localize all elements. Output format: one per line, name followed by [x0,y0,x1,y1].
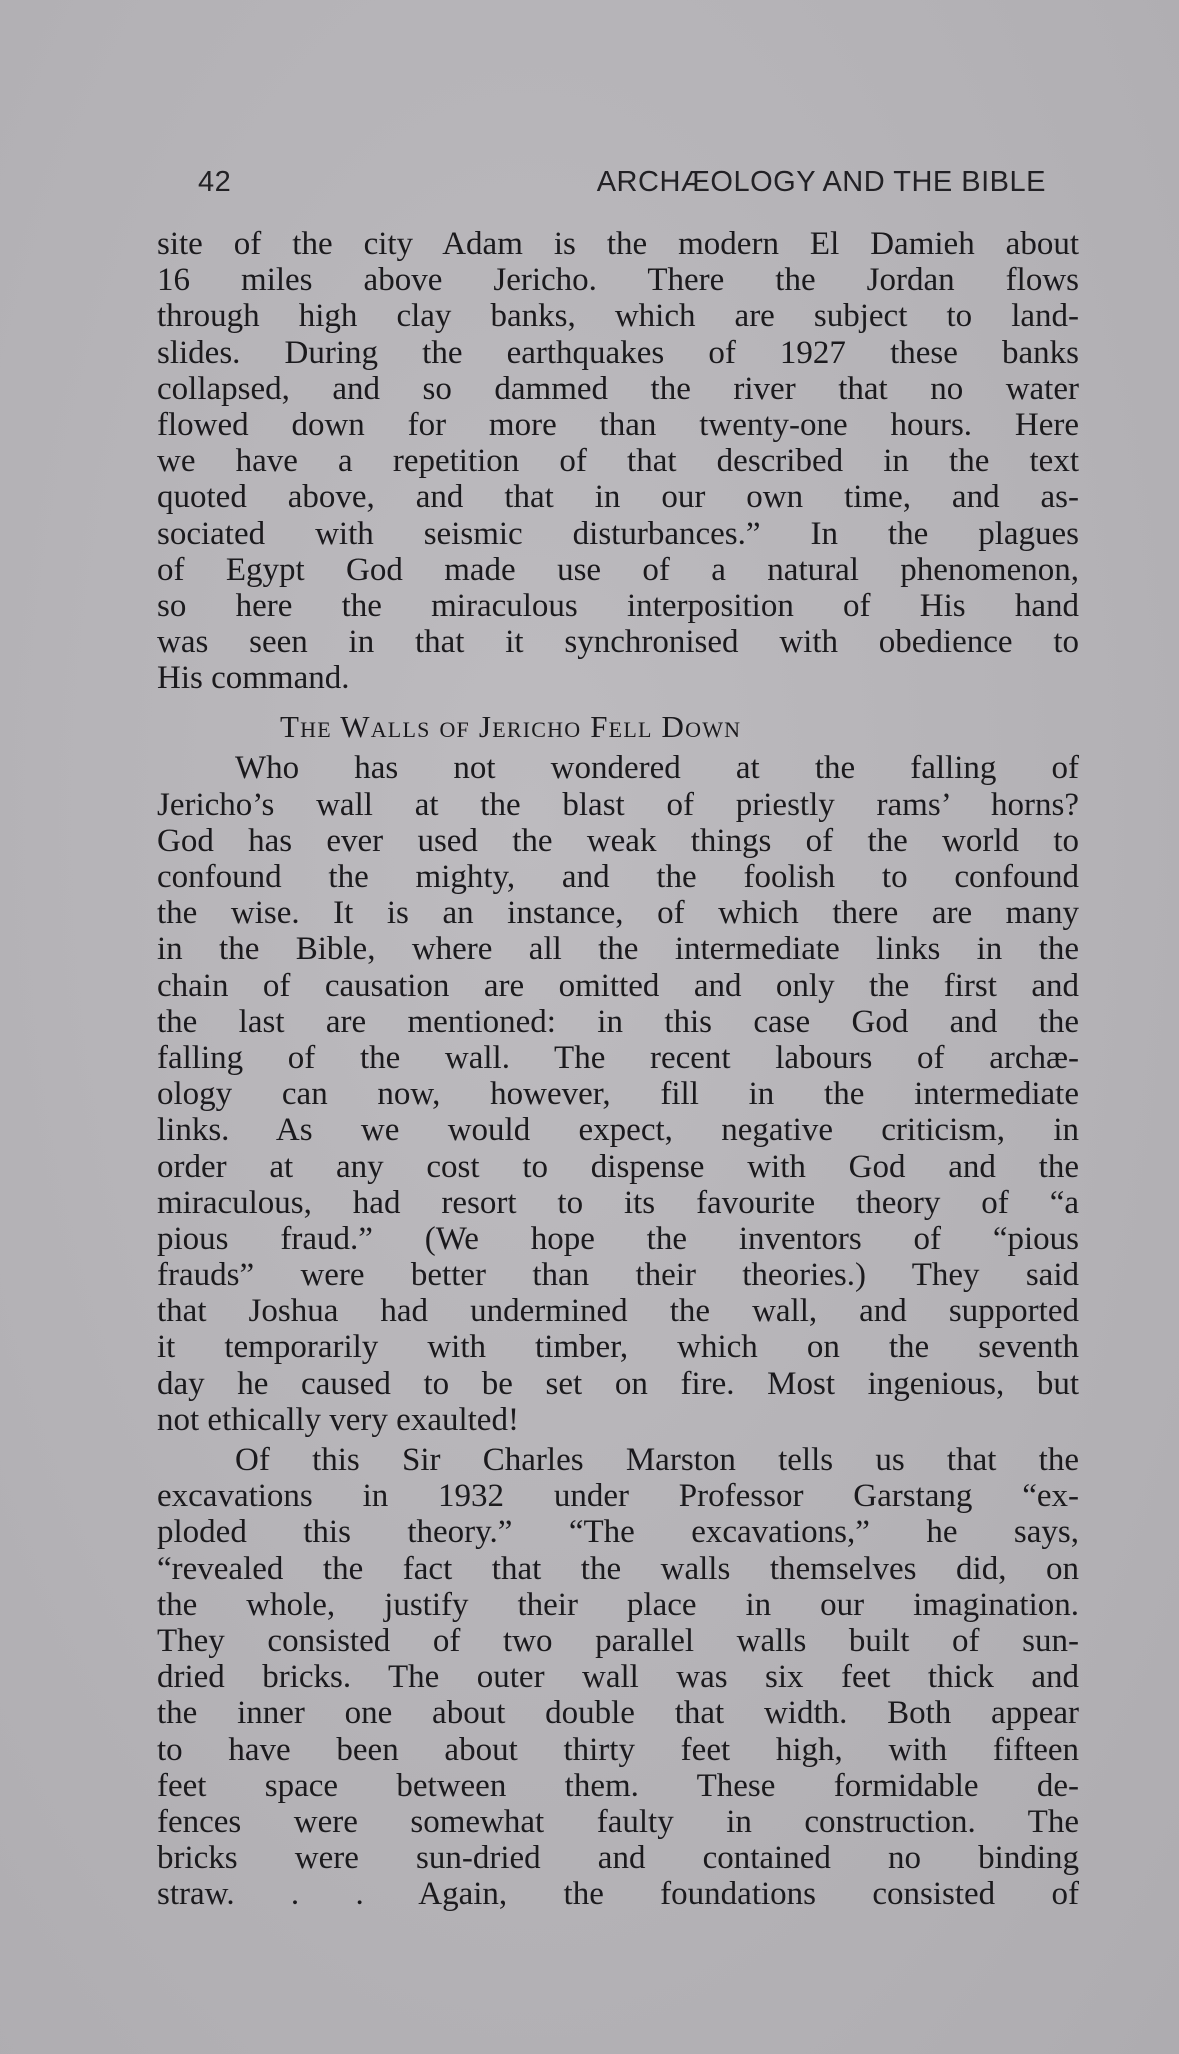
text-line: 16 miles above Jericho. There the Jordan flows [157,262,1079,299]
text-line: They consisted of two parallel walls built of sun- [157,1622,1079,1659]
text-line: ology can now, however, fill in the intermediate [157,1076,1079,1113]
paragraph-walls-of-jericho [157,750,1079,1438]
text-line: in the Bible, where all the intermediate links in the [157,931,1079,968]
text-line: frauds” were better than their theories.) They said [157,1257,1079,1294]
paragraph-continued [157,226,1079,696]
text-line: dried bricks. The outer wall was six feet thick and [157,1659,1079,1696]
text-line: the last are mentioned: in this case God and the [157,1003,1079,1040]
text-line: to have been about thirty feet high, with fifteen [157,1731,1079,1768]
text-line: bricks were sun-dried and contained no binding [157,1840,1079,1877]
text-line: fences were somewhat faulty in construction. The [157,1803,1079,1840]
text-line: sociated with seismic disturbances.” In the plagues [157,515,1079,552]
text-line: that Joshua had undermined the wall, and supported [157,1293,1079,1330]
body-text [157,226,1079,1912]
text-line: the inner one about double that width. Both appear [157,1695,1079,1732]
text-line: ploded this theory.” “The excavations,” he says, [157,1514,1079,1551]
text-line: quoted above, and that in our own time, and as- [157,479,1079,516]
text-line: straw. . . Again, the foundations consisted of [157,1876,1079,1913]
text-line: “revealed the fact that the walls themselves did, on [157,1550,1079,1587]
text-line: day he caused to be set on fire. Most ingenious, but [157,1365,1079,1402]
text-line: miraculous, had resort to its favourite theory of “a [157,1184,1079,1221]
text-line: through high clay banks, which are subject to land- [157,298,1079,335]
text-line: it temporarily with timber, which on the seventh [157,1329,1079,1366]
text-line: so here the miraculous interposition of His hand [157,587,1079,624]
text-line: of Egypt God made use of a natural phenomenon, [157,551,1079,588]
text-line: Jericho’s wall at the blast of priestly rams’ horns? [157,786,1079,823]
text-line: links. As we would expect, negative criticism, in [157,1112,1079,1149]
text-line: collapsed, and so dammed the river that no water [157,370,1079,407]
section-heading: The Walls of Jericho Fell Down [280,709,742,745]
text-line: confound the mighty, and the foolish to confound [157,859,1079,895]
text-line: the whole, justify their place in our imagination. [157,1586,1079,1623]
text-line: site of the city Adam is the modern El Damieh about [157,226,1079,262]
page-number: 42 [198,166,232,198]
text-line: falling of the wall. The recent labours of archæ- [157,1039,1079,1076]
text-line: God has ever used the weak things of the world to [157,822,1079,859]
text-line: feet space between them. These formidable de- [157,1767,1079,1804]
text-line: Who has not wondered at the falling of [235,750,1079,787]
text-line: we have a repetition of that described in the text [157,443,1079,480]
text-line: chain of causation are omitted and only the first and [157,967,1079,1004]
text-line: pious fraud.” (We hope the inventors of “pious [157,1220,1079,1257]
text-line: Of this Sir Charles Marston tells us that the [235,1442,1079,1478]
text-line: not ethically very exaulted! [157,1401,519,1438]
text-line: order at any cost to dispense with God and the [157,1148,1079,1185]
text-line: slides. During the earthquakes of 1927 these banks [157,334,1079,371]
text-line: excavations in 1932 under Professor Garstang “ex- [157,1478,1079,1515]
text-line: flowed down for more than twenty-one hours. Here [157,406,1079,443]
page-header [198,166,1046,206]
text-line: the wise. It is an instance, of which there are many [157,895,1079,932]
text-line: His command. [157,660,350,697]
paragraph-marston [157,1442,1079,1912]
running-title: ARCHÆOLOGY AND THE BIBLE [596,166,1046,198]
text-line: was seen in that it synchronised with obedience to [157,624,1079,661]
